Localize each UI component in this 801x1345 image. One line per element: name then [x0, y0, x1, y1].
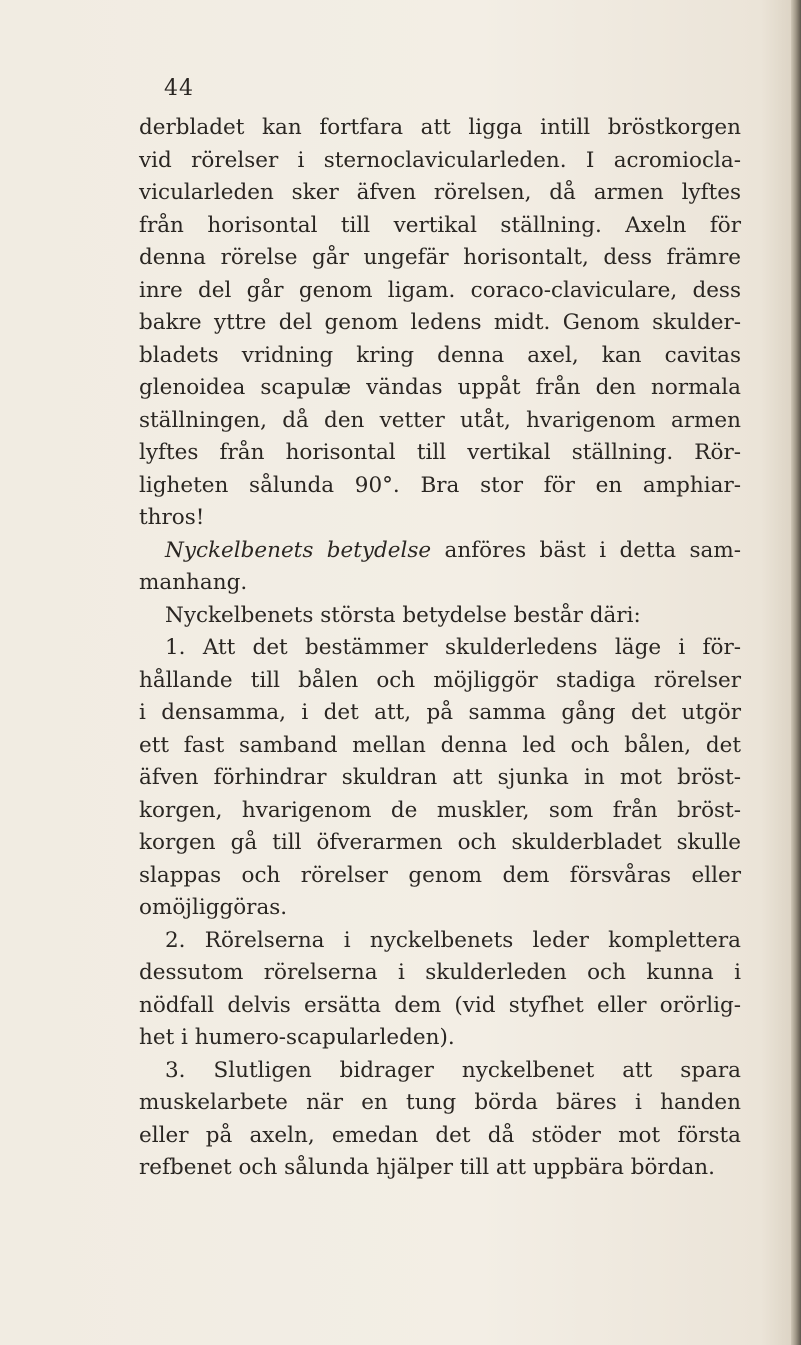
text-line: nödfall delvis ersätta dem (vid styfhet eller orörlig- [139, 992, 741, 1018]
text-line: derbladet kan fortfara att ligga intill bröstkorgen [139, 115, 741, 140]
text-line: slappas och rörelser genom dem försvåras eller [139, 862, 741, 888]
section-heading: Nyckelbenets betydelse [165, 537, 432, 563]
text-line: ligheten sålunda 90°. Bra stor för en amphiar- [139, 472, 741, 498]
list-item-3: 3. Slutligen bidrager nyckelbenet att spara [165, 1057, 741, 1083]
text-line: från horisontal till vertikal ställning. Axeln för [139, 212, 741, 238]
text-line: korgen gå till öfverarmen och skulderbladet skulle [139, 830, 741, 855]
text-line: muskelarbete när en tung börda bäres i handen [139, 1090, 741, 1115]
text-line: glenoidea scapulæ vändas uppåt från den normala [139, 375, 741, 400]
text-line: bakre yttre del genom ledens midt. Genom skulder- [139, 310, 741, 335]
text-line: hållande till bålen och möjliggör stadiga rörelser [139, 667, 741, 693]
text-line: vid rörelser i sternoclavicularleden. I acromiocla- [139, 147, 741, 173]
text-line: denna rörelse går ungefär horisontalt, dess främre [139, 245, 741, 270]
text-line: thros! [139, 505, 205, 530]
page-number: 44 [164, 76, 194, 101]
section-heading-line [139, 535, 741, 568]
text-line: korgen, hvarigenom de muskler, som från bröst- [139, 797, 741, 823]
text-line: vicularleden sker äfven rörelsen, då armen lyftes [139, 180, 741, 205]
text-line: inre del går genom ligam. coraco-claviculare, dess [139, 277, 741, 303]
text-line: dessutom rörelserna i skulderleden och kunna i [139, 960, 741, 985]
text-line: bladets vridning kring denna axel, kan cavitas [139, 342, 741, 368]
text-line: ställningen, då den vetter utåt, hvarigenom armen [139, 407, 741, 433]
text-line: omöjliggöras. [139, 895, 288, 920]
text-line: ett fast samband mellan denna led och bålen, det [139, 732, 741, 758]
text-line: het i humero-scapularleden). [139, 1025, 455, 1050]
text-line: eller på axeln, emedan det då stöder mot första [139, 1122, 741, 1148]
list-item-1: 1. Att det bestämmer skulderledens läge i för- [165, 635, 741, 660]
body-text [139, 112, 741, 1185]
text-line: manhang. [139, 570, 248, 595]
list-item-2: 2. Rörelserna i nyckelbenets leder komplettera [165, 927, 741, 953]
heading-continuation: anföres bäst i detta sam- [431, 537, 741, 563]
text-line: äfven förhindrar skuldran att sjunka in mot bröst- [139, 765, 741, 790]
text-line: i densamma, i det att, på samma gång det utgör [139, 700, 741, 725]
page-edge-shadow [791, 0, 801, 1345]
text-line: lyftes från horisontal till vertikal ställning. Rör- [139, 440, 741, 465]
text-line: refbenet och sålunda hjälper till att uppbära bördan. [139, 1155, 715, 1180]
text-line: Nyckelbenets största betydelse består däri: [165, 602, 641, 628]
